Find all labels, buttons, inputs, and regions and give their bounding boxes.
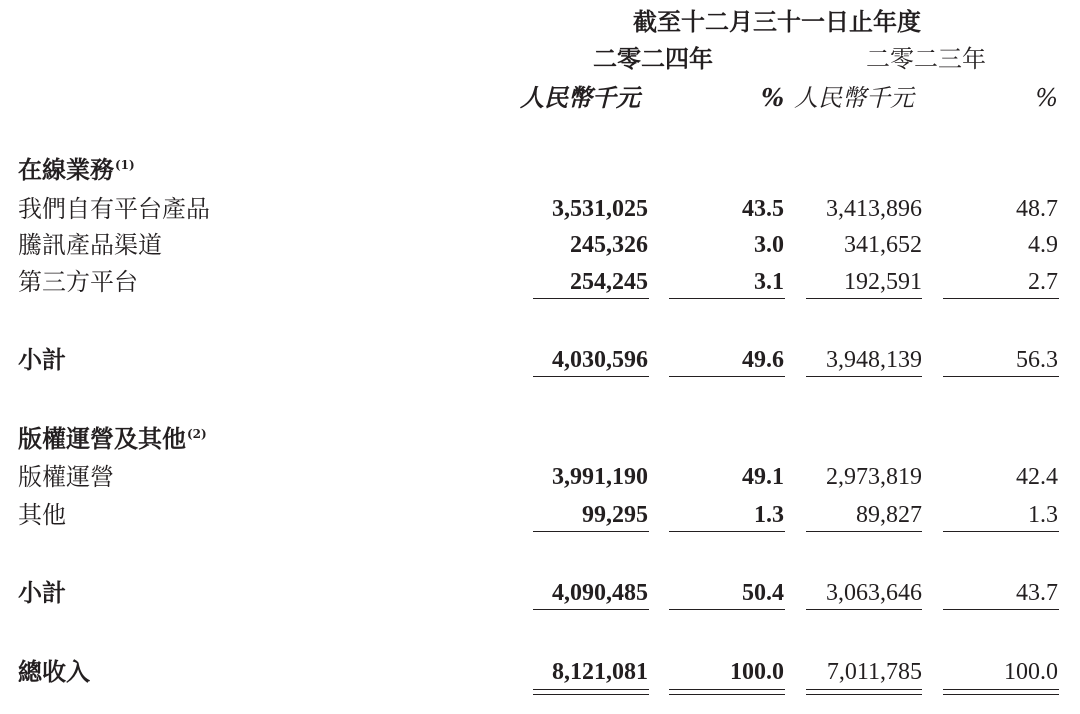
row-pct-2023: 1.3 [1028,502,1058,528]
double-underline [533,694,649,695]
row-pct-2024: 3.0 [754,232,784,258]
row-pct-2023: 4.9 [1028,232,1058,258]
underline [533,376,649,377]
subtotal-label: 小計 [18,578,66,607]
underline [533,609,649,610]
row-value-2023: 2,973,819 [826,464,922,490]
row-value-2024: 3,531,025 [552,196,648,222]
subtotal-value-2024: 4,030,596 [552,347,648,373]
row-value-2024: 3,991,190 [552,464,648,490]
subtotal-value-2024: 4,090,485 [552,580,648,606]
underline [806,531,922,532]
underline [943,376,1059,377]
row-value-2024: 254,245 [570,269,648,295]
underline [806,376,922,377]
total-value-2024: 8,121,081 [552,659,648,685]
underline [533,531,649,532]
row-label: 騰訊產品渠道 [18,231,162,259]
row-value-2023: 192,591 [844,269,922,295]
pct-2024-header: % [761,83,784,112]
subtotal-pct-2024: 49.6 [742,347,784,373]
footnote-marker: (1) [115,158,135,172]
underline [943,298,1059,299]
underline [806,609,922,610]
double-underline [669,694,785,695]
row-pct-2023: 48.7 [1016,196,1058,222]
underline [669,298,785,299]
row-pct-2024: 43.5 [742,196,784,222]
row-value-2024: 99,295 [582,502,648,528]
total-pct-2023: 100.0 [1004,659,1058,685]
double-underline [943,689,1059,690]
row-value-2023: 3,413,896 [826,196,922,222]
section-online-title-text: 在線業務 [18,155,114,184]
total-pct-2024: 100.0 [730,659,784,685]
row-pct-2023: 2.7 [1028,269,1058,295]
pct-2023-header: % [1035,84,1058,112]
double-underline [669,689,785,690]
underline [943,609,1059,610]
row-label: 其他 [18,501,66,529]
year-2024-heading: 二零二四年 [593,44,713,73]
row-pct-2023: 42.4 [1016,464,1058,490]
section-online-title [18,155,135,184]
row-value-2024: 245,326 [570,232,648,258]
total-label: 總收入 [18,657,90,686]
underline [806,298,922,299]
row-label: 第三方平台 [18,268,138,296]
row-pct-2024: 3.1 [754,269,784,295]
year-2023-heading: 二零二三年 [866,45,986,73]
subtotal-label: 小計 [18,345,66,374]
footnote-marker: (2) [187,427,207,441]
double-underline [943,694,1059,695]
unit-2023-header: 人民幣千元 [794,84,914,112]
double-underline [806,689,922,690]
underline [533,298,649,299]
total-value-2023: 7,011,785 [826,659,922,685]
section-copyright-title [18,424,207,453]
underline [943,531,1059,532]
row-pct-2024: 1.3 [754,502,784,528]
subtotal-value-2023: 3,063,646 [826,580,922,606]
double-underline [533,689,649,690]
section-copyright-title-text: 版權運營及其他 [18,424,186,453]
row-label: 版權運營 [18,463,114,491]
double-underline [806,694,922,695]
subtotal-value-2023: 3,948,139 [826,347,922,373]
unit-2024-header: 人民幣千元 [520,83,640,112]
subtotal-pct-2023: 56.3 [1016,347,1058,373]
row-value-2023: 341,652 [844,232,922,258]
period-heading: 截至十二月三十一日止年度 [633,7,921,36]
subtotal-pct-2023: 43.7 [1016,580,1058,606]
underline [669,376,785,377]
row-value-2023: 89,827 [856,502,922,528]
row-label: 我們自有平台產品 [18,195,210,223]
underline [669,531,785,532]
underline [669,609,785,610]
subtotal-pct-2024: 50.4 [742,580,784,606]
row-pct-2024: 49.1 [742,464,784,490]
